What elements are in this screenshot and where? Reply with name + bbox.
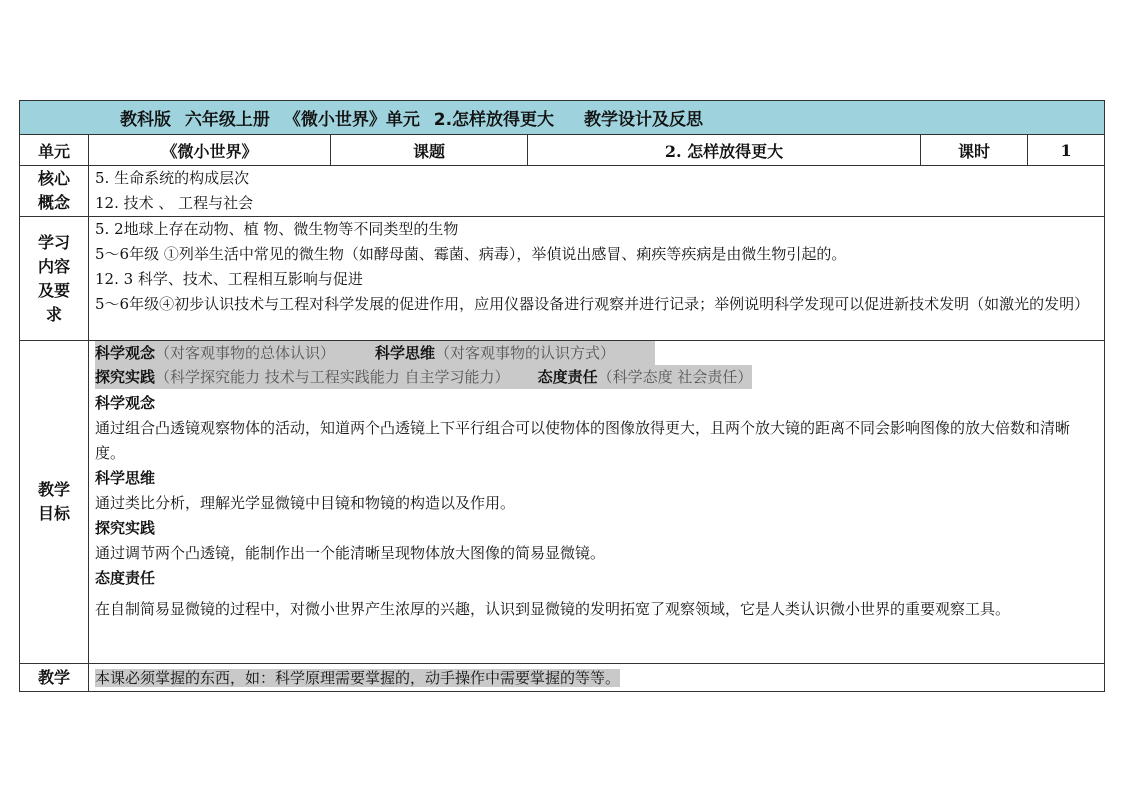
learning-line: 12. 3 科学、技术、工程相互影响与促进	[95, 270, 363, 288]
header-row	[20, 135, 1105, 166]
topic-value: 2. 怎样放得更大	[528, 135, 921, 166]
goal-text: 通过组合凸透镜观察物体的活动，知道两个凸透镜上下平行组合可以使物体的图像放得更大，且两个放大镜的距离不同会影响图像的放大倍数和清晰度。	[95, 419, 1071, 462]
goal-text: 在自制简易显微镜的过程中，对微小世界产生浓厚的兴趣，认识到显微镜的发明拓宽了观察领域，它是人类认识微小世界的重要观察工具。	[95, 600, 1011, 618]
goal-text: 通过类比分析，理解光学显微镜中目镜和物镜的构造以及作用。	[95, 494, 516, 512]
teaching-row	[20, 664, 1105, 692]
core-concept-row	[20, 166, 1105, 217]
topic-label: 课题	[331, 135, 528, 166]
learning-row	[20, 217, 1105, 341]
summary-key-2: 科学思维	[375, 344, 436, 362]
core-concept-line: 12. 技术 、 工程与社会	[95, 194, 254, 212]
learning-line: 5～6年级 ①列举生活中常见的微生物（如酵母菌、霉菌、病毒），举偵说出感冒、痢疾等疾病是由微生物引起的。	[95, 245, 847, 263]
summary-desc-4: （科学态度 社会责任）	[597, 368, 753, 386]
period-value: 1	[1028, 135, 1105, 166]
goal-heading: 科学观念	[95, 394, 156, 412]
goal-heading: 探究实践	[95, 519, 156, 537]
teaching-label: 教学	[20, 664, 89, 692]
goal-text: 通过调节两个凸透镜，能制作出一个能清晰呈现物体放大图像的简易显微镜。	[95, 544, 606, 562]
core-concept-label: 核心 概念	[20, 166, 89, 217]
title-row	[20, 101, 1105, 135]
core-concept-line: 5. 生命系统的构成层次	[95, 169, 250, 187]
learning-content	[89, 217, 1105, 341]
goals-summary	[95, 341, 1098, 389]
lesson-plan-table	[19, 100, 1105, 692]
learning-line: 5～6年级④初步认识技术与工程对科学发展的促进作用，应用仪器设备进行观察并进行记录；举例说明科学发现可以促进新技术发明（如激光的发明）	[95, 295, 1090, 313]
goals-row	[20, 341, 1105, 664]
period-label: 课时	[921, 135, 1028, 166]
summary-desc-1: （对客观事物的总体认识）	[155, 344, 336, 362]
title-unit: 《微小世界》单元	[283, 110, 420, 130]
title-publisher: 教科版	[120, 110, 171, 130]
goal-heading: 科学思维	[95, 469, 156, 487]
unit-value: 《微小世界》	[89, 135, 331, 166]
learning-line: 5. 2地球上存在动物、植 物、微生物等不同类型的生物	[95, 220, 459, 238]
document-title	[20, 101, 1105, 135]
goal-heading: 态度责任	[95, 569, 156, 587]
summary-desc-3: （科学探究能力 技术与工程实践能力 自主学习能力）	[155, 368, 510, 386]
summary-key-3: 探究实践	[95, 368, 156, 386]
goals-content	[89, 341, 1105, 664]
teaching-text: 本课必须掌握的东西，如：科学原理需要掌握的，动手操作中需要掌握的等等。	[95, 669, 621, 687]
learning-label: 学习 内容 及要 求	[20, 217, 89, 341]
title-lesson: 2.怎样放得更大	[433, 110, 555, 130]
teaching-content	[89, 664, 1105, 692]
goals-label: 教学 目标	[20, 341, 89, 664]
summary-key-1: 科学观念	[95, 344, 156, 362]
unit-label: 单元	[20, 135, 89, 166]
summary-desc-2: （对客观事物的认识方式）	[435, 344, 616, 362]
summary-key-4: 态度责任	[537, 368, 598, 386]
title-doc-type: 教学设计及反思	[583, 110, 703, 130]
core-concept-content	[89, 166, 1105, 217]
title-grade: 六年级上册	[184, 110, 270, 130]
